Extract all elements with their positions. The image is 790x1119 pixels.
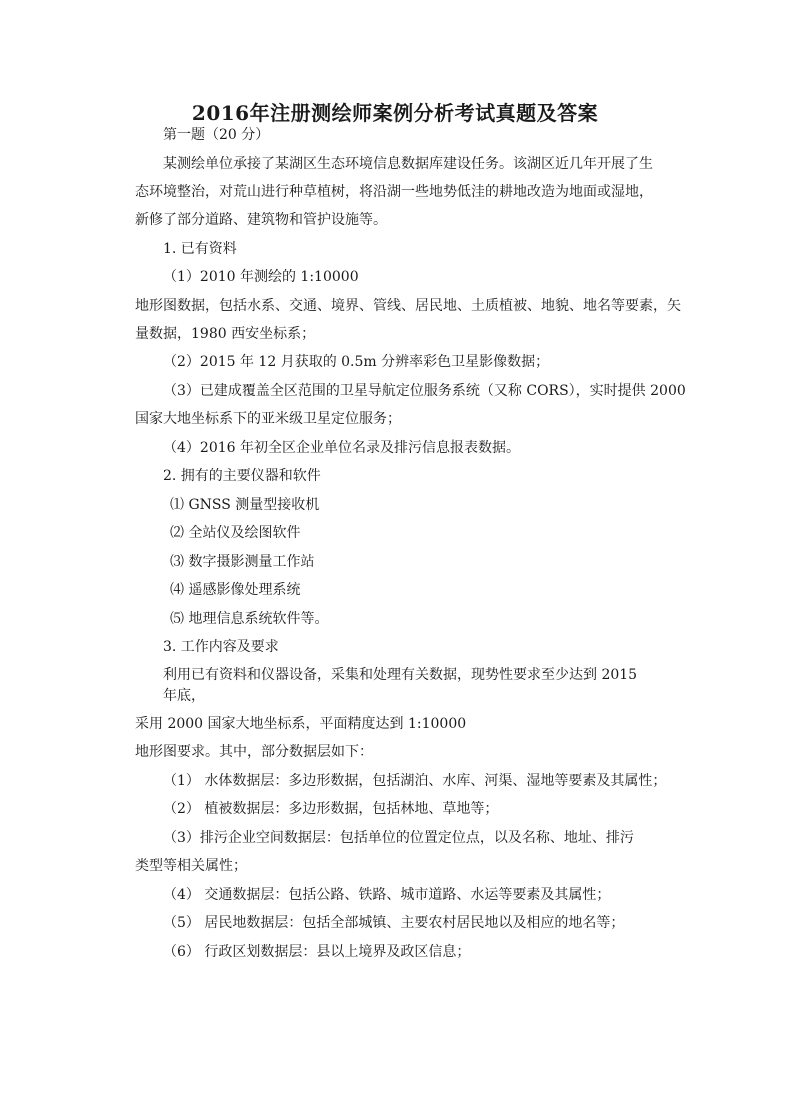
paragraph-line: 类型等相关属性； bbox=[135, 858, 247, 874]
paragraph-line: 态环境整治，对荒山进行种草植树，将沿湖一些地势低洼的耕地改造为地面或湿地， bbox=[135, 184, 653, 200]
list-item: ⑶ 数字摄影测量工作站 bbox=[170, 554, 315, 570]
paragraph-line: 某测绘单位承接了某湖区生态环境信息数据库建设任务。该湖区近几年开展了生 bbox=[163, 156, 653, 172]
paragraph-line: 年底， bbox=[163, 688, 205, 704]
section-heading: 3. 工作内容及要求 bbox=[163, 639, 279, 655]
list-item: （2） 植被数据层：多边形数据，包括林地、草地等； bbox=[163, 801, 499, 817]
paragraph-line: 国家大地坐标系下的亚米级卫星定位服务； bbox=[135, 411, 401, 427]
paragraph-line: 地形图数据，包括水系、交通、境界、管线、居民地、土质植被、地貌、地名等要素，矢 bbox=[135, 298, 681, 314]
paragraph-line: 量数据，1980 西安坐标系； bbox=[135, 326, 316, 342]
paragraph-line: 采用 2000 国家大地坐标系，平面精度达到 1:10000 bbox=[135, 716, 467, 732]
list-item: （3）排污企业空间数据层：包括单位的位置定位点，以及名称、地址、排污 bbox=[163, 830, 634, 846]
list-item: ⑴ GNSS 测量型接收机 bbox=[170, 497, 320, 513]
list-item: （4） 交通数据层：包括公路、铁路、城市道路、水运等要素及其属性； bbox=[163, 887, 611, 903]
list-item: （6） 行政区划数据层：县以上境界及政区信息； bbox=[163, 944, 471, 960]
section-heading: 1. 已有资料 bbox=[163, 241, 237, 257]
list-item: ⑸ 地理信息系统软件等。 bbox=[170, 611, 329, 627]
list-item: （4）2016 年初全区企业单位名录及排污信息报表数据。 bbox=[163, 440, 520, 456]
list-item: ⑵ 全站仪及绘图软件 bbox=[170, 525, 301, 541]
list-item: （5） 居民地数据层：包括全部城镇、主要农村居民地以及相应的地名等； bbox=[163, 915, 625, 931]
section-heading: 2. 拥有的主要仪器和软件 bbox=[163, 468, 321, 484]
list-item: （3）已建成覆盖全区范围的卫星导航定位服务系统（又称 CORS），实时提供 2000 bbox=[163, 383, 686, 399]
list-item: ⑷ 遥感影像处理系统 bbox=[170, 582, 301, 598]
document-title: 2016年注册测绘师案例分析考试真题及答案 bbox=[191, 101, 599, 125]
list-item: （1）2010 年测绘的 1:10000 bbox=[163, 269, 359, 285]
question-heading: 第一题（20 分） bbox=[163, 127, 270, 143]
list-item: （1） 水体数据层：多边形数据，包括湖泊、水库、河渠、湿地等要素及其属性； bbox=[163, 773, 667, 789]
paragraph-line: 新修了部分道路、建筑物和管护设施等。 bbox=[135, 212, 387, 228]
paragraph-line: 地形图要求。其中，部分数据层如下： bbox=[135, 744, 373, 760]
paragraph-line: 利用已有资料和仪器设备，采集和处理有关数据，现势性要求至少达到 2015 bbox=[163, 667, 638, 683]
list-item: （2）2015 年 12 月获取的 0.5m 分辨率彩色卫星影像数据； bbox=[163, 354, 550, 370]
